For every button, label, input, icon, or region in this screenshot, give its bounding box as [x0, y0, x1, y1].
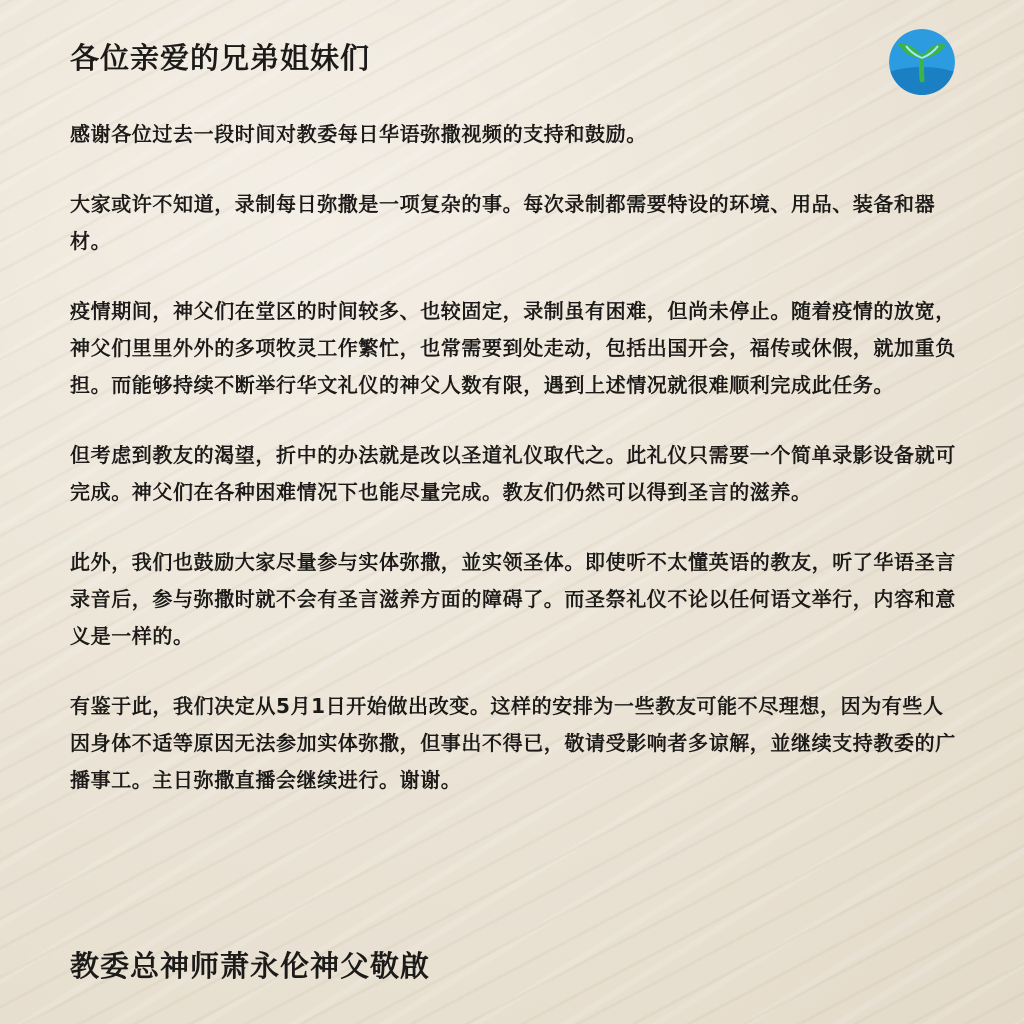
paragraph: 大家或许不知道，录制每日弥撒是一项复杂的事。每次录制都需要特设的环境、用品、装备和器材。: [70, 192, 936, 253]
letter-body: [70, 116, 960, 832]
paragraph: 但考虑到教友的渴望，折中的办法就是改以圣道礼仪取代之。此礼仪只需要一个简单录影设备就可完成。神父们在各种困难情况下也能尽量完成。教友们仍然可以得到圣言的滋养。: [70, 443, 956, 504]
paragraph: 有鉴于此，我们决定从5月1日开始做出改变。这样的安排为一些教友可能不尽理想，因为有些人因身体不适等原因无法参加实体弥撒，但事出不得已，敬请受影响者多谅解，並继续支持教委的广播事工。主日弥撒直播会继续进行。谢谢。: [70, 694, 956, 792]
paragraph: 疫情期间，神父们在堂区的时间较多、也较固定，录制虽有困难，但尚未停止。随着疫情的放宽，神父们里里外外的多项牧灵工作繁忙，也常需要到处走动，包括出国开会，福传或休假，就加重负担。而能够持续不断举行华文礼仪的神父人数有限，遇到上述情况就很难顺利完成此任务。: [70, 299, 956, 397]
signature: 教委总神师萧永伦神父敬啟: [70, 949, 431, 983]
paragraph: 感谢各位过去一段时间对教委每日华语弥撒视频的支持和鼓励。: [70, 122, 647, 146]
greeting-heading: 各位亲爱的兄弟姐妹们: [70, 41, 371, 75]
sprout-logo-icon: [888, 28, 956, 96]
paragraph: 此外，我们也鼓励大家尽量参与实体弥撒，並实领圣体。即使听不太懂英语的教友，听了华语圣言录音后，参与弥撒时就不会有圣言滋养方面的障碍了。而圣祭礼仪不论以任何语文举行，内容和意义是一样的。: [70, 550, 956, 648]
